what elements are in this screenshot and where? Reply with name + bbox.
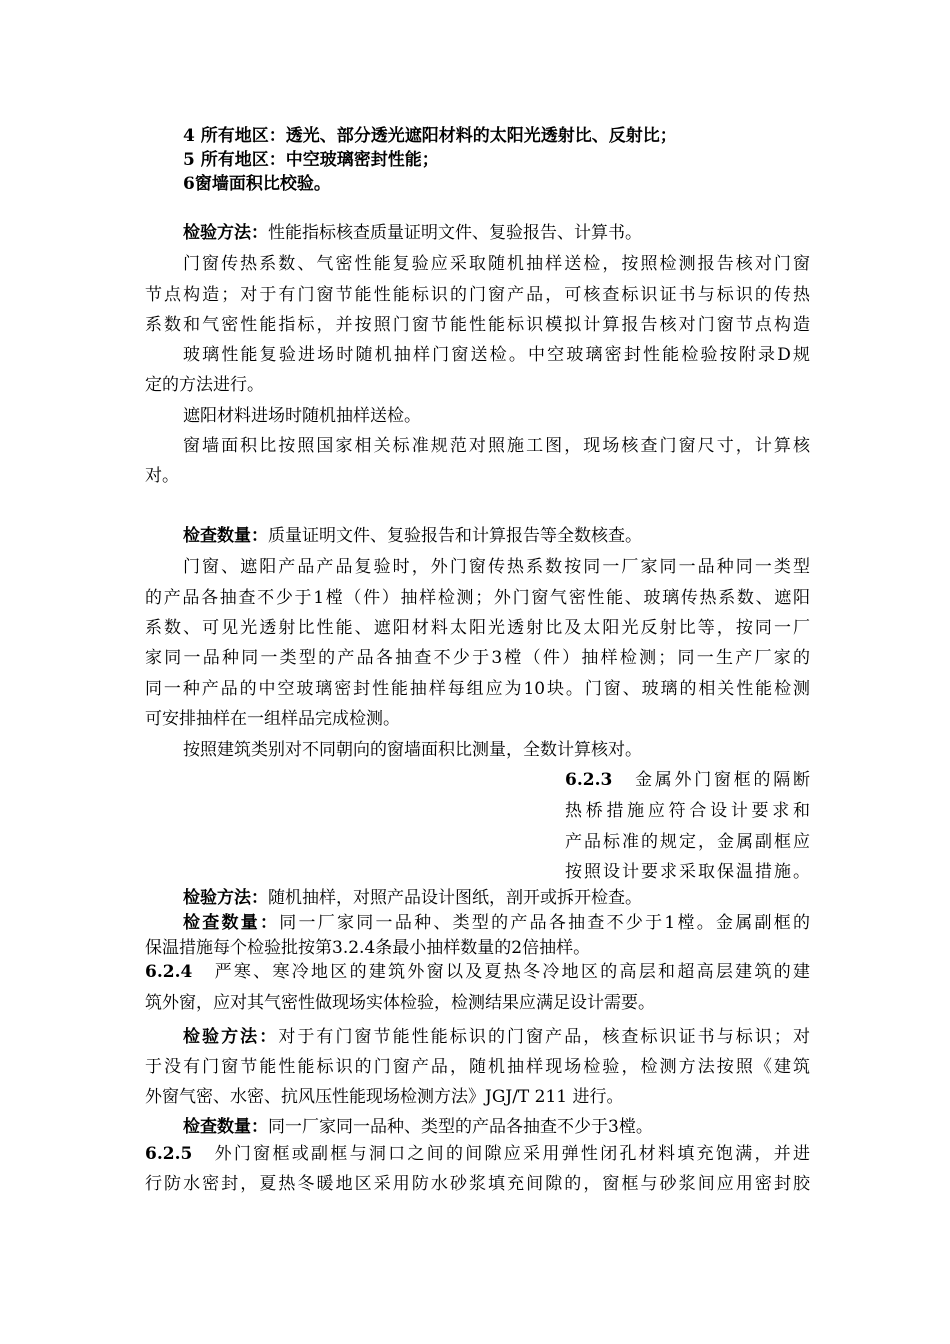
inspection-quantity-label: 检查数量： bbox=[183, 913, 280, 933]
paragraph-line: 定的方法进行。 bbox=[145, 375, 264, 395]
paragraph-line: 门窗、遮阳产品产品复验时，外门窗传热系数按同一厂家同一品种同一类型 bbox=[183, 557, 810, 577]
clause-line: 按照设计要求采取保温措施。 bbox=[565, 862, 810, 882]
paragraph-line: 保温措施每个检验批按第3.2.4条最小抽样数量的2倍抽样。 bbox=[145, 938, 591, 958]
paragraph-line: 外窗气密、水密、抗风压性能现场检测方法》JGJ/T 211 进行。 bbox=[145, 1087, 624, 1107]
list-item-5: 5 所有地区：中空玻璃密封性能； bbox=[183, 150, 439, 170]
paragraph-line: 家同一品种同一类型的产品各抽查不少于3樘（件）抽样检测；同一生产厂家的 bbox=[145, 648, 810, 668]
list-item-6: 6窗墙面积比校验。 bbox=[183, 174, 331, 194]
clause-text: 外门窗框或副框与洞口之间的间隙应采用弹性闭孔材料填充饱满，并进 bbox=[212, 1144, 810, 1164]
inspection-quantity-text: 同一厂家同一品种、类型的产品各抽查不少于1樘。金属副框的 bbox=[279, 913, 810, 933]
inspection-method-label: 检验方法： bbox=[183, 1027, 279, 1047]
clause-number: 6.2.5 bbox=[145, 1144, 193, 1164]
inspection-quantity-text: 同一厂家同一品种、类型的产品各抽查不少于3樘。 bbox=[268, 1117, 653, 1137]
clause-line: 产品标准的规定，金属副框应 bbox=[565, 832, 810, 852]
paragraph-line: 遮阳材料进场时随机抽样送检。 bbox=[183, 406, 421, 426]
paragraph-line: 系数和气密性能指标，并按照门窗节能性能标识模拟计算报告核对门窗节点构造 bbox=[145, 315, 810, 335]
clause-6-2-4-heading bbox=[145, 958, 810, 986]
paragraph-line: 按照建筑类别对不同朝向的窗墙面积比测量，全数计算核对。 bbox=[183, 740, 642, 760]
paragraph-line: 玻璃性能复验进场时随机抽样门窗送检。中空玻璃密封性能检验按附录D规 bbox=[183, 345, 810, 365]
clause-6-2-5-heading bbox=[145, 1140, 810, 1168]
inspection-method-label: 检验方法： bbox=[183, 888, 268, 908]
inspection-method-624 bbox=[183, 1023, 810, 1051]
paragraph-line: 系数、可见光透射比性能、遮阳材料太阳光透射比及太阳光反射比等，按同一厂 bbox=[145, 618, 810, 638]
inspection-quantity-623 bbox=[183, 909, 810, 937]
inspection-quantity-text: 质量证明文件、复验报告和计算报告等全数核查。 bbox=[268, 526, 642, 546]
inspection-quantity-label: 检查数量： bbox=[183, 1117, 268, 1137]
inspection-method-label: 检验方法： bbox=[183, 223, 268, 243]
inspection-method-text: 随机抽样，对照产品设计图纸，剖开或拆开检查。 bbox=[268, 888, 642, 908]
paragraph-line: 于没有门窗节能性能标识的门窗产品，随机抽样现场检验，检测方法按照《建筑 bbox=[145, 1057, 810, 1077]
paragraph-line: 同一种产品的中空玻璃密封性能抽样每组应为10块。门窗、玻璃的相关性能检测 bbox=[145, 679, 810, 699]
paragraph-line: 窗墙面积比按照国家相关标准规范对照施工图，现场核查门窗尺寸，计算核 bbox=[183, 436, 810, 456]
clause-text: 金属外门窗框的隔断 bbox=[632, 770, 810, 790]
paragraph-line: 的产品各抽查不少于1樘（件）抽样检测；外门窗气密性能、玻璃传热系数、遮阳 bbox=[145, 588, 810, 608]
inspection-quantity-1 bbox=[183, 522, 810, 550]
inspection-method-1 bbox=[183, 219, 810, 247]
clause-text: 严寒、寒冷地区的建筑外窗以及夏热冬冷地区的高层和超高层建筑的建 bbox=[212, 962, 810, 982]
inspection-method-623 bbox=[183, 884, 810, 912]
inspection-quantity-624 bbox=[183, 1113, 810, 1141]
clause-line: 行防水密封，夏热冬暖地区采用防水砂浆填充间隙的，窗框与砂浆间应用密封胶 bbox=[145, 1174, 810, 1194]
inspection-quantity-label: 检查数量： bbox=[183, 526, 268, 546]
paragraph-line: 节点构造；对于有门窗节能性能标识的门窗产品，可核查标识证书与标识的传热 bbox=[145, 285, 810, 305]
list-item-4: 4 所有地区：透光、部分透光遮阳材料的太阳光透射比、反射比； bbox=[183, 126, 677, 146]
clause-number: 6.2.4 bbox=[145, 962, 193, 982]
clause-line: 筑外窗，应对其气密性做现场实体检验，检测结果应满足设计需要。 bbox=[145, 993, 655, 1013]
paragraph-line: 对。 bbox=[145, 466, 179, 486]
paragraph-line: 门窗传热系数、气密性能复验应采取随机抽样送检，按照检测报告核对门窗 bbox=[183, 254, 810, 274]
paragraph-line: 可安排抽样在一组样品完成检测。 bbox=[145, 709, 400, 729]
inspection-method-text: 对于有门窗节能性能标识的门窗产品，核查标识证书与标识；对 bbox=[278, 1027, 810, 1047]
clause-line: 热桥措施应符合设计要求和 bbox=[565, 801, 810, 821]
clause-6-2-3-heading bbox=[565, 766, 810, 794]
clause-number: 6.2.3 bbox=[565, 770, 613, 790]
inspection-method-text: 性能指标核查质量证明文件、复验报告、计算书。 bbox=[268, 223, 642, 243]
